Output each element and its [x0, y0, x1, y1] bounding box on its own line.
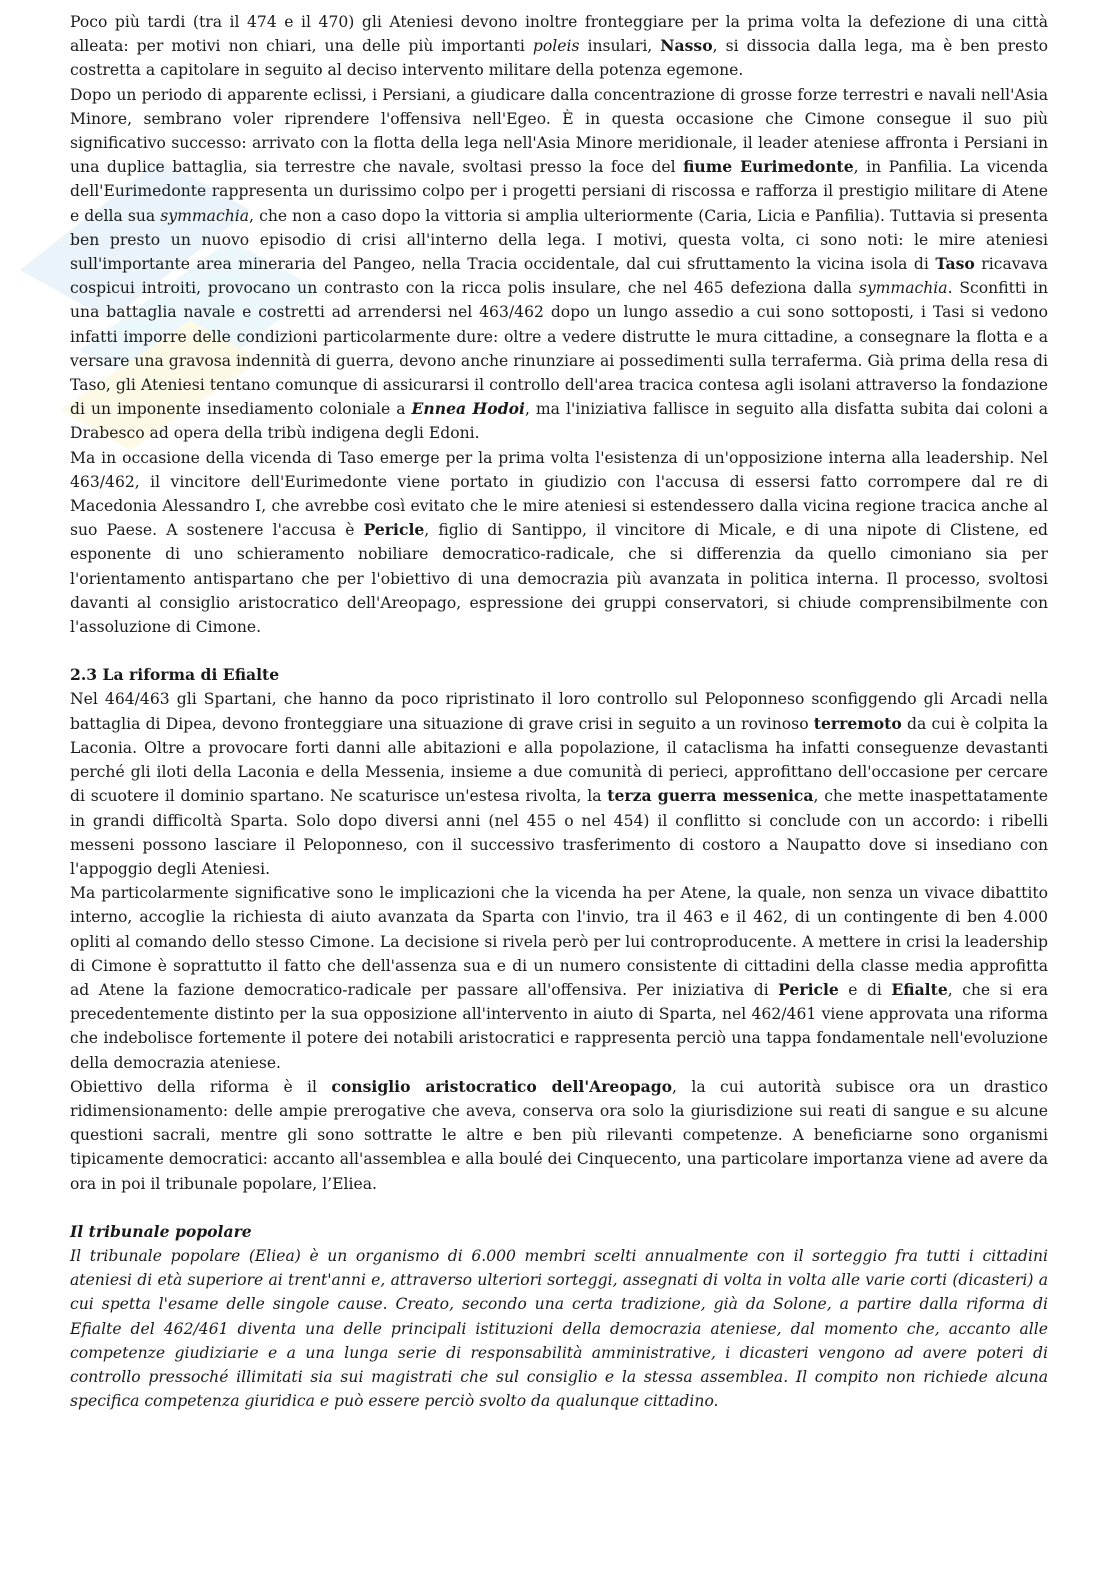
- box-heading: Il tribunale popolare: [70, 1221, 252, 1241]
- emphasis-term: consiglio aristocratico dell'Areopago: [331, 1076, 673, 1096]
- box-text: Il tribunale popolare (Eliea) è un organismo di 6.000 membri scelti annualmente con il sorteggio fra tutti i cittadini ateniesi di età superiore ai trent'anni e, attraverso ulteriori sorteggi, assegnati di volta in volta alle varie corti (dicasteri) a cui spetta l'esame delle singole cause. Creato, secondo una certa tradizione, già da Solone, a partire dalla riforma di Efialte del 462/461 diventa una delle principali istituzioni della democrazia ateniese, dal momento che, accanto alle competenze giudiziarie e a una lunga serie di responsabilità amministrative, i dicasteri vengono ad avere poteri di controllo pressoché illimitati sia sui magistrati che sul consiglio e la stessa assemblea. Il compito non richiede alcuna specifica competenza giuridica e può essere perciò svolto da qualunque cittadino.: [70, 1246, 1048, 1411]
- emphasis-term: Ennea Hodoi: [411, 399, 525, 419]
- paragraph-eurimedonte: Dopo un periodo di apparente eclissi, i Persiani, a giudicare dalla concentrazione di grosse forze terrestri e navali nell'Asia Minore, sembrano voler riprendere l'offensiva nell'Egeo. È in questa occasione che Cimone consegue il suo più significativo successo: arrivato con la flotta della lega nell'Asia Minore meridionale, il leader ateniese affronta i Persiani in una duplice battaglia, sia terrestre che navale, svoltasi presso la foce del fiume Eurimedonte, in Panfilia. La vicenda dell'Eurimedonte rappresenta un durissimo colpo per i progetti persiani di riscossa e rafforza il prestigio militare di Atene e della sua symmachia, che non a caso dopo la vittoria si amplia ulteriormente (Caria, Licia e Panfilia). Tuttavia si presenta ben presto un nuovo episodio di crisi all'interno della lega. I motivi, questa volta, ci sono noti: le mire ateniesi sull'importante area mineraria del Pangeo, nella Tracia occidentale, dal cui sfruttamento la vicina isola di Taso ricavava cospicui introiti, provocano un contrasto con la ricca polis insulare, che nel 465 defeziona dalla symmachia. Sconfitti in una battaglia navale e costretti ad arrendersi nel 463/462 dopo un lungo assedio a cui sono sottoposti, i Tasi si vedono infatti imporre delle condizioni particolarmente dure: oltre a vedere distrutte le mura cittadine, a consegnare la flotta e a versare una gravosa indennità di guerra, devono anche rinunziare ai possedimenti sulla terraferma. Già prima della resa di Taso, gli Ateniesi tentano comunque di assicurarsi il controllo dell'area tracica contesa agli isolani attraverso la fondazione di un imponente insediamento coloniale a Ennea Hodoi, ma l'iniziativa fallisce in seguito alla disfatta subita dai coloni a Drabesco ad opera della tribù indigena degli Edoni.: [70, 85, 1049, 443]
- document-page: [70, 10, 1048, 1413]
- italic-term: symmachia: [858, 279, 948, 298]
- emphasis-term: terza guerra messenica: [607, 786, 814, 806]
- emphasis-term: terremoto: [813, 713, 902, 733]
- emphasis-term: Efialte: [891, 979, 948, 999]
- emphasis-term: Pericle: [363, 520, 425, 540]
- paragraph-processo-cimone: Ma in occasione della vicenda di Taso emerge per la prima volta l'esistenza di un'opposizione interna alla leadership. Nel 463/462, il vincitore dell'Eurimedonte viene portato in giudizio con l'accusa di essersi fatto corrompere dal re di Macedonia Alessandro I, che avrebbe così evitato che le mire ateniesi si estendessero dalla vicina regione tracica anche al suo Paese. A sostenere l'accusa è Pericle, figlio di Santippo, il vincitore di Micale, e di una nipote di Clistene, ed esponente di uno schieramento nobiliare democratico-radicale, che si differenzia da quello cimoniano sia per l'orientamento antispartano che per l'obiettivo di una democrazia più avanzata in politica interna. Il processo, svoltosi davanti al consiglio aristocratico dell'Areopago, espressione dei gruppi conservatori, si chiude comprensibilmente con l'assoluzione di Cimone.: [70, 448, 1048, 637]
- emphasis-term: Taso: [935, 254, 975, 274]
- italic-term: symmachia: [160, 206, 250, 225]
- emphasis-term: fiume Eurimedonte: [683, 157, 854, 177]
- emphasis-term: Nasso: [660, 36, 713, 56]
- paragraph-areopago: Obiettivo della riforma è il consiglio aristocratico dell'Areopago, la cui autorità subisce ora un drastico ridimensionamento: delle ampie prerogative che aveva, conserva ora solo la giurisdizione sui reati di sangue e su alcune questioni sacrali, mentre gli sono sottratte le altre e ben più rilevanti competenze. A beneficiarne sono organismi tipicamente democratici: accanto all'assemblea e alla boulé dei Cinquecento, una particolare importanza viene ad avere da ora in poi il tribunale popolare, l’Eliea.: [70, 1076, 1048, 1193]
- paragraph-implicazioni-atene: Ma particolarmente significative sono le implicazioni che la vicenda ha per Atene, la quale, non senza un vivace dibattito interno, accoglie la richiesta di aiuto avanzata da Sparta con l'invio, tra il 463 e il 462, di un contingente di ben 4.000 opliti al comando dello stesso Cimone. La decisione si rivela però per lui controproducente. A mettere in crisi la leadership di Cimone è soprattutto il fatto che dell'assenza sua e di un numero consistente di cittadini della classe media approfitta ad Atene la fazione democratico-radicale per passare all'offensiva. Per iniziativa di Pericle e di Efialte, che si era precedentemente distinto per la sua opposizione all'intervento in aiuto di Sparta, nel 462/461 viene approvata una riforma che indebolisce fortemente il potere dei notabili aristocratici e rappresenta perciò una tappa fondamentale nell'evoluzione della democrazia ateniese.: [70, 884, 1048, 1072]
- paragraph-terremoto: Nel 464/463 gli Spartani, che hanno da poco ripristinato il loro controllo sul Peloponneso sconfiggendo gli Arcadi nella battaglia di Dipea, devono fronteggiare una situazione di grave crisi in seguito a un rovinoso terremoto da cui è colpita la Laconia. Oltre a provocare forti danni alle abitazioni e alla popolazione, il cataclisma ha infatti conseguenze devastanti perché gli iloti della Laconia e della Messenia, insieme a due comunità di perieci, approfittano dell'occasione per cercare di scuotere il dominio spartano. Ne scaturisce un'estesa rivolta, la terza guerra messenica, che mette inaspettatamente in grandi difficoltà Sparta. Solo dopo diversi anni (nel 455 o nel 454) il conflitto si conclude con un accordo: i ribelli messeni possono lasciare il Peloponneso, con il successivo trasferimento di costoro a Naupatto dove si insediano con l'appoggio degli Ateniesi.: [70, 690, 1048, 878]
- section-heading: 2.3 La riforma di Efialte: [70, 665, 280, 685]
- emphasis-term: Pericle: [778, 979, 839, 999]
- italic-term: poleis: [532, 37, 580, 56]
- paragraph-nasso: Poco più tardi (tra il 474 e il 470) gli Ateniesi devono inoltre fronteggiare per la prima volta la defezione di una città alleata: per motivi non chiari, una delle più importanti poleis insulari, Nasso, si dissocia dalla lega, ma è ben presto costretta a capitolare in seguito al deciso intervento militare della potenza egemone.: [70, 13, 1049, 80]
